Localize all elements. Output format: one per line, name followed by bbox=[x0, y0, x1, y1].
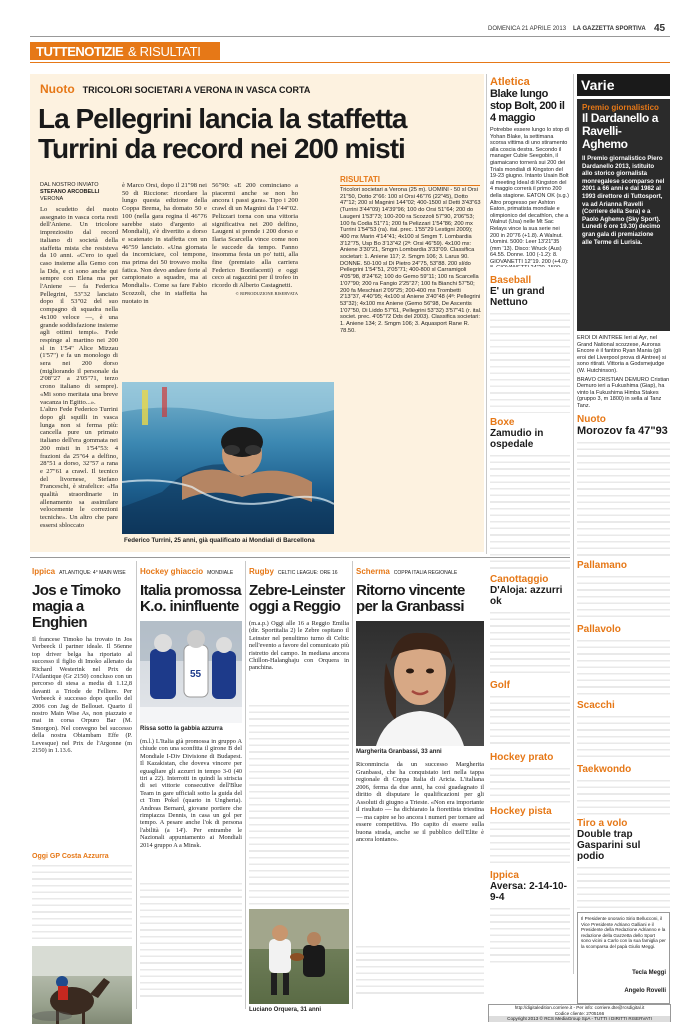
hockey-results bbox=[140, 878, 242, 998]
bottom-divider-2 bbox=[245, 561, 246, 1009]
scherma-kicker-row bbox=[356, 561, 484, 579]
main-headline-line2: Turrini da record nei 200 misti bbox=[38, 133, 405, 164]
tiroavolo-body bbox=[577, 862, 670, 908]
pallavolo-kicker: Pallavolo bbox=[577, 623, 621, 635]
ippica-photo bbox=[32, 946, 132, 1024]
main-kicker-row bbox=[40, 80, 480, 94]
main-headline-line1: La Pellegrini lancia la staffetta bbox=[38, 103, 407, 134]
pallamano-kicker: Pallamano bbox=[577, 559, 628, 571]
tiroavolo-kicker: Tiro a volo bbox=[577, 817, 628, 829]
scherma-results bbox=[356, 941, 484, 995]
main-kicker: Nuoto bbox=[40, 82, 75, 96]
boxe-body bbox=[490, 450, 570, 570]
varie-column bbox=[577, 74, 670, 974]
scherma-subkicker: COPPA ITALIA REGIONALE bbox=[393, 570, 458, 576]
rugby-kicker-row bbox=[249, 561, 349, 579]
bottom-divider-3 bbox=[352, 561, 353, 1009]
premio-body: Il Premio giornalistico Piero Dardanello 2013, istituito allo storico giornalista monregalese scomparso nel 2001 a 66 anni e dal 1982 al 1993 direttore di Tuttosport, va ad Arianna Ravelli (Corriere della Sera) e a Paolo Aghemo (Sky Sport). Lunedì 6 ore 19.30) decimo gran gala di premiazione alle Terme di Lurisia. bbox=[582, 155, 665, 246]
ippica-kicker: Ippica bbox=[32, 567, 56, 576]
varie-title: Varie bbox=[581, 77, 615, 93]
baseball-body bbox=[490, 308, 570, 413]
golf-body bbox=[490, 691, 570, 749]
main-col3 bbox=[212, 182, 298, 382]
section-banner bbox=[30, 42, 220, 60]
hockey-prato-body bbox=[490, 763, 570, 803]
notice-signoff-2: Angelo Rovelli bbox=[624, 988, 666, 994]
taekwondo-kicker: Taekwondo bbox=[577, 763, 632, 775]
ippica-gp-body bbox=[32, 860, 132, 940]
section-title-a: TUTTENOTIZIE bbox=[36, 44, 124, 59]
ippica-small-body bbox=[490, 903, 570, 963]
ippica-gp-head: Oggi GP Costa Azzurra bbox=[32, 853, 109, 860]
hockey-headline: Italia promossa K.o. ininfluente bbox=[140, 582, 242, 615]
taekwondo-body bbox=[577, 775, 670, 815]
notice-signoff-1: Tecla Meggi bbox=[632, 970, 666, 976]
scherma-photo bbox=[356, 621, 484, 746]
notice-box bbox=[577, 912, 670, 1004]
scherma-kicker: Scherma bbox=[356, 567, 390, 576]
hockey-photo bbox=[140, 621, 242, 723]
rugby-illustration bbox=[249, 909, 349, 1004]
main-col3-credit: © RIPRODUZIONE RISERVATA bbox=[235, 290, 298, 296]
canottaggio-kicker: Canottaggio bbox=[490, 574, 549, 585]
eroi-aintree: EROI DI AINTREE Ieri al Ayr, nel Grand National scozzese, Auroras Encore è il fantino Ryan Mania (gli eroi del Liverpool prova di Aintree) si sono ritirati. Vittoria a Godsmejudge (W. Hutchinson). bbox=[577, 335, 666, 374]
hockey-kicker: Hockey ghiaccio bbox=[140, 567, 204, 576]
byline-author: STEFANO ARCOBELLI bbox=[40, 189, 100, 195]
hockey-pista-kicker: Hockey pista bbox=[490, 806, 552, 817]
atletica-headline: Blake lungo stop Bolt, 200 il 4 maggio bbox=[490, 88, 565, 124]
bottom-divider-1 bbox=[136, 561, 137, 1009]
footer-url: http://digitaledition.corriere.it - Per info: corriere.dte@rcsdigital.it bbox=[514, 1005, 645, 1010]
bravo-demuro: BRAVO CRISTIAN DEMURO Cristian Demuro ieri a Fukushima (Giap), ha vinto la Fukushima Himba Stakes (gruppo 3, m 1800) in sella al Tanz Tanz. bbox=[577, 376, 670, 409]
horse-illustration bbox=[32, 946, 132, 1024]
main-col2: è Marco Orsi, dopo il 21"98 nei 50 di Riccione: ricordare la lungo questa edizione della Coppa Brema, ha domato 50 e 100 (nella gara regina il 46"76 sarebbe stato d'argento ai Mondiali), s'è divertito a dorso e scatenato in staffetta con un 46"59 lanciato. «Una giornata da incorniciare, col tempone, ma prima dei 50 trovavo molta fatica. Non devo andare forte al campionato a squadre, ma ai Mondiali». Come sa fare Fabio Scozzoli, che in staffetta ha nuotato in bbox=[122, 182, 207, 305]
nuoto-body bbox=[577, 437, 670, 557]
scherma-caption-text: Margherita Granbassi, 33 anni bbox=[356, 749, 442, 755]
premio-kicker: Premio giornalistico bbox=[582, 103, 659, 112]
boxe-kicker: Boxe bbox=[490, 417, 515, 428]
col-divider-2 bbox=[573, 74, 574, 974]
risultati-title: RISULTATI bbox=[340, 175, 480, 186]
notice-text: Il Presidente onorario Sirio Bellucconi, il Vice Presidente Adriano Galliani e il Presidente della Redazione Adrianno e la redazione della Gazzetta dello Sport sono vicini a Carlo con la sua famiglia per la scomparsa del papà Giulio Meggi. bbox=[581, 916, 666, 949]
varie-header bbox=[577, 74, 670, 96]
golf-kicker: Golf bbox=[490, 680, 510, 691]
turrini-caption-text: Federico Turrini, 25 anni, già qualificato ai Mondiali di Barcellona bbox=[124, 537, 315, 544]
byline-from: DAL NOSTRO INVIATO bbox=[40, 182, 99, 188]
hockey-body: (m.l.) L'Italia già promossa in gruppo A chiude con una sconfitta il girone B del Mondiale I-Div Divisione di Budapest. Il Kazakistan, che doveva vincere per eguagliare gli azzurri in tempo 3-0 (40 tiri a 22). Interrotti in quindi la striscia di sei vittorie consecutive dell'Blue Team in gare ufficiali sotto la guida del ct Tom Pokel (quarto in Ungheria). Andreas Bernard, giovane portiere che rimpiazza Dennis, in casa un gol per tempo. A pesare anche l'ok di persona l'abilità (a 14'). Per entrambe le Nazionali appuntamento ai Mondiali 2014 gruppo A a Minsk. bbox=[140, 738, 242, 849]
atletica-kicker: Atletica bbox=[490, 76, 530, 88]
risultati-body: Tricolori societari a Verona (25 m). UOMINI - 50 sl Orsi 21"50, Dotto 2"66: 100 sl Orsi 46"76 (22"45), Dotto 47"12; 200 sl Magnini 144"02; 400-1500 sl Detti 3'43"63 (Turrini 3'44"09) 14'39"96; 100 do Orsi 51"64; 200 do Laugeni 1'53"73; 100-200 ra Scozzoli 57"90, 2'06"53; 100 fa Codia 51"71; 200 fa Pelizzari 1'54"86; 200 mx Turrini 1'54"53 (ra). ital. prec. 1'55"29 Lestigni 2009); 400 mx Marin 4'14"41; 4x100 sl Smgm T. Lombardia 3'12"75, Usp Bo 3'13"42 (2ª: Orsi 46"59). 4x100 mx: Aniene 3'30"21, Smgm Lombardia 3'33"09. Classifica societari: 1. Aniene 117; 2. Smgm 106; 3. Larus 90. DONNE. 50-100 sl Di Pietro 24"75, 53"88. 200 sl/do Pellegrini 1'54"51, 2'05"71; 400-800 sl Carramigoli 4'05"98, 8'24"62; 100 do Gemo 59"11; 100 ra Scarcella 1'07"90; 200 ra Fangio 2'25"27; 100 fa Bianchi 57"50; 200 fa Meschiari 2'09"25; 200-400 mx Trombetti 2'13"37, 4'40"95; 4x100 sl Aniene 3'40"48 (4ª: Pellegrini 53"32); 4x100 mx Aniene (Gemo 56"98, De Ascentis 1'07"50, Di Liddo 57"61, Pellegrini 53"32) 3'57"41 (r. ital. societ. prec. 4'05"72 Dds del 2003). Classifica societari: 1. Aniene 134; 2. Smgm 106; 3. Aquasport Rane R. 78.50. bbox=[340, 187, 482, 334]
tiroavolo-headline: Double trap Gasparini sul podio bbox=[577, 828, 641, 862]
nuoto-kicker: Nuoto bbox=[577, 413, 606, 425]
page-number: 45 bbox=[654, 23, 666, 34]
bottom-rule bbox=[30, 557, 570, 558]
top-rule bbox=[30, 36, 670, 37]
canottaggio-headline: D'Aloja: azzurri ok bbox=[490, 585, 563, 607]
premio-box bbox=[577, 99, 670, 331]
hockey-illustration bbox=[140, 621, 242, 723]
baseball-kicker: Baseball bbox=[490, 275, 532, 286]
hockey-pista-body bbox=[490, 817, 570, 867]
nuoto-headline: Morozov fa 47"93 bbox=[577, 424, 668, 437]
main-col1-text: Lo scudetto del nuoto assegnato in vasca corta resti dell'Aniene. Un tricolore impreziosito dal record italiano di società della staffetta mista che resisteva da 10 anni. «C'ero io quel caso insieme alla Gemo con la Dds, e ci sono anche qui sempre con Elena ma per l'Aniene — fa Federica Pellegrini, 53"32 lanciato dopo il 53"02 del suo compagno di squadra nella 4x100 veloce —, è una grande soddisfazione insieme agli ottimi tempi». Fede respinge al martino nei 200 sl in 1'54" Alice Mizzau (1'57") e fa un monologo di sera nei 200 dorso (migliorando il personale da 2'08"27 a 2'05"71, terzo crono italiano di sempre). «Mi sono meritata una breve vacanza in Egitto...». bbox=[40, 206, 118, 406]
scacchi-kicker: Scacchi bbox=[577, 699, 615, 711]
scherma-caption bbox=[356, 748, 484, 755]
boxe-headline: Zamudio in ospedale bbox=[490, 428, 544, 450]
main-subkicker: TRICOLORI SOCIETARI A VERONA IN VASCA CORTA bbox=[82, 85, 311, 95]
hockey-story bbox=[140, 561, 242, 1016]
rugby-kicker: Rugby bbox=[249, 567, 274, 576]
rugby-caption bbox=[249, 1006, 349, 1013]
scherma-headline: Ritorno vincente per la Granbassi bbox=[356, 582, 465, 615]
ippica-story bbox=[32, 561, 132, 1016]
svg-text:55: 55 bbox=[190, 669, 202, 680]
hockey-kicker-row bbox=[140, 561, 242, 579]
premio-headline: Il Dardanello a Ravelli-Aghemo bbox=[582, 111, 659, 151]
byline-place: VERONA bbox=[40, 196, 64, 202]
rugby-story bbox=[249, 561, 349, 1016]
rugby-subkicker: CELTIC LEAGUE: ORE 16 bbox=[277, 570, 338, 576]
pallavolo-body bbox=[577, 635, 670, 697]
ippica-body: Il francese Timoko ha trovato in Jos Verbeeck il partner ideale. Il 56enne top driver belga ha riportato al successo il figlio di Imoko allenato da Richard Westerink nel Prix de l'Atlantique (Gr 2150) concluso con un percorso di stesa a media di 1.12,8 davanti a Triode de Felliere. Per Verbeeck è successo dopo quello del 2006 con Jag de Bellouet. Quarto il nostro Main Wise As, non piazzato e mai in corsa Orpuro Bar (M. Smorgon). Nel convegno bel successo della nostra Obiambam Effe (P. Levesque) nel Prix de l'Argonne (m 2150) in 1.13.6. bbox=[32, 636, 132, 755]
main-col1 bbox=[40, 206, 118, 546]
byline bbox=[40, 182, 120, 203]
issue-date: DOMENICA 21 APRILE 2013 bbox=[488, 26, 567, 32]
col-divider-1 bbox=[486, 74, 487, 554]
footer-copy: Copyright 2013 © RCS MediaGroup SpA - TUTTI I DIRITTI RISERVATI bbox=[489, 1016, 670, 1022]
scherma-story bbox=[356, 561, 484, 1016]
ippica-kicker-row bbox=[32, 561, 132, 579]
footer bbox=[488, 1004, 671, 1022]
fencer-illustration bbox=[356, 621, 484, 746]
rugby-caption-text: Luciano Orquera, 31 anni bbox=[249, 1007, 322, 1013]
hockey-caption bbox=[140, 725, 242, 732]
main-headline bbox=[38, 104, 478, 164]
atletica-column bbox=[490, 76, 570, 976]
footer-code: Codice cliente: 2705166 bbox=[554, 1010, 605, 1016]
risultati-box bbox=[300, 175, 484, 540]
paper-name: LA GAZZETTA SPORTIVA bbox=[573, 26, 646, 32]
main-col3-text: 56"90: «E 200 cominciano a piacermi anche se non ho ancora i passi gara». Tipo i 200 crawl di un Magnini da 1'44"02. Pelizzari torna con una vittoria significativa nei 200 delfino, Laugeni si prende i 200 dorso e Ilaria Scarcella vince come non le succede da tempo. Fanno insomma festa un po' tutti, alla fine (premiato alla carriera Federico Bonifacenti) e oggi ceco ai ragazzini per il trofeo in ricordo di Alberto Castagnetti. bbox=[212, 182, 298, 290]
ippica-headline: Jos e Timoko magia a Enghien bbox=[32, 582, 121, 631]
ippica-subkicker: ATLANTIQUE: 4° MAIN WISE bbox=[59, 570, 126, 576]
banner-underline bbox=[30, 62, 670, 63]
rugby-body: (m.a.p.) Oggi alle 16 a Reggio Emilia (dir. Sportitalia 2) le Zebre ospitano il Leinster nel penultimo turno di Celtic nell'evento a favore del comunicato più ristretto del campo. In mediana ancora Chillon-Halanghaju con Orquera in panchina. bbox=[249, 620, 349, 672]
pallamano-body bbox=[577, 571, 670, 621]
atletica-body: Potrebbe essere lungo lo stop di Yohan Blake, la settimana scorsa vittima di uno stiramento alla coscia destra. Secondo il manager Cubie Seegobin, il giamaicano tornerà sui 200 dei Trials mondiali di Kingston del 19-23 giugno. Intanto Usain Bolt al meeting Ideal di Kingston del 4 maggio correrà il primo 200 della stagione. EATON OK (s.g.) Altro progresso per Ashton Eaton, primatista mondiale e olimpionico del decathlon, che a Walnut (Usa) nelle Mt Sac Relays vince la sua serie nei 200 in 20"76 (+1.8). A Walnut. Uomini. 5000: Leer 13'21"35 (mm '13). Disco: Wruck (Aus) 64.55. Donne. 100 (-1.2): 8. GIOVANETTI 12"19. 200 (+4.0): bbox=[490, 127, 569, 265]
ippica-small-headline: Aversa: 2-14-10-9-4 bbox=[490, 881, 567, 903]
hockey-caption-text: Rissa sotto la gabbia azzurra bbox=[140, 726, 223, 732]
rugby-photo bbox=[249, 909, 349, 1004]
section-title-b: & RISULTATI bbox=[128, 44, 201, 59]
rugby-headline: Zebre-Leinster oggi a Reggio bbox=[249, 582, 345, 615]
top-bar bbox=[0, 0, 699, 40]
scherma-body: Riconmincia da un successo Margherita Granbassi, che ha conquistato ieri nella tappa regionale di Coppa Italia di Aricia. L'italiana 2006, ferma da due anni, ha così guadagnato il diritto di disputare le qualificazioni per gli Assoluti di giugno a Trieste. «Non era importante il risultato — ha dichiarato la fiorettista triestina — ma capire se ho ancora i numeri per tornare ad essere competitiva. Ho capito di essere sulla buona strada, anche se il pubblico dell'Elite è ancora lontano». bbox=[356, 761, 484, 843]
scacchi-body bbox=[577, 711, 670, 761]
canottaggio-body bbox=[490, 607, 570, 677]
ippica-small-kicker: Ippica bbox=[490, 870, 519, 881]
main-col1-text-b: L'altro Fede Federico Turrini dopo gli squilli in vasca lunga non si ferma più: cancella pure un primato italiano dell'era gommata nei 200 misti in 1'54"53: 4 frazioni da 25"64 a delfino, 28"51 a dorso, 32"57 a rana e 27"61 a crawl. Il tecnico del livornese, Stefano Franceschi, è strafelice: «Ha qualità straordinarie in allenamento sa assimilare velocemente le correzioni tecniche». Un altro che pare essersi sbloccato bbox=[40, 406, 118, 529]
baseball-headline: E' un grand Nettuno bbox=[490, 286, 545, 308]
hockey-subkicker: MONDIALE bbox=[207, 570, 234, 576]
hockey-prato-kicker: Hockey prato bbox=[490, 752, 554, 763]
rugby-lineups bbox=[249, 700, 349, 905]
